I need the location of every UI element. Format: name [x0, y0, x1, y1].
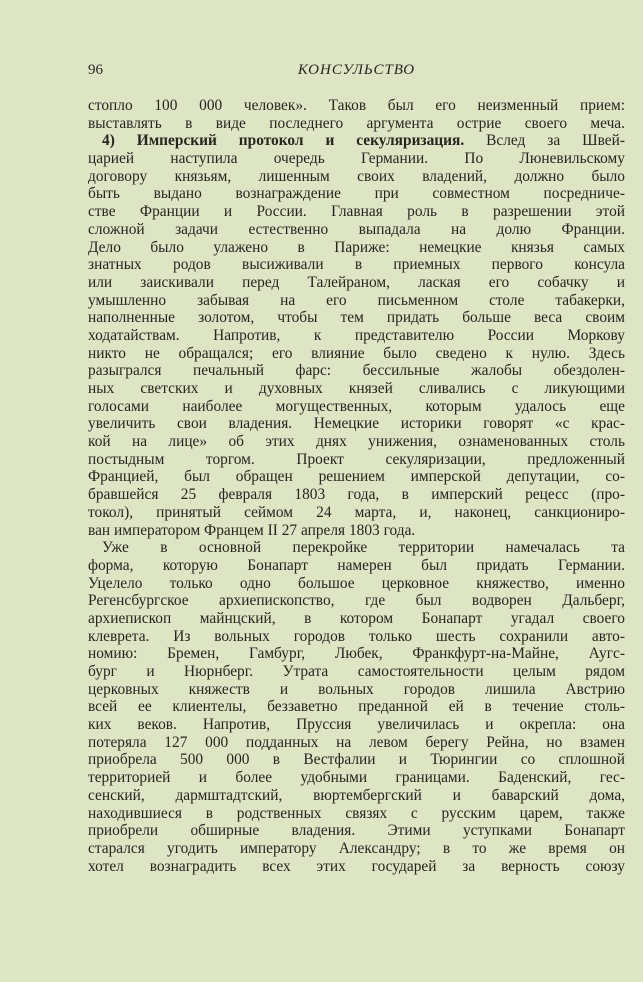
line-text: Регенсбургское архиепископство, где был водворен Дальберг, [88, 592, 625, 610]
text-line [88, 539, 625, 557]
text-line [88, 716, 625, 734]
text-line [88, 734, 625, 752]
text-line [88, 380, 625, 398]
line-text: никто не обращался; его влияние было сведено к нулю. Здесь [88, 344, 625, 362]
line-text: старался угодить императору Александру; в то же время он [88, 839, 625, 857]
text-line [88, 504, 625, 522]
text-line [88, 292, 625, 310]
line-text: кой на лице» об этих днях унижения, ознаменованных столь [88, 433, 625, 451]
line-text: сложной задачи естественно выпадала на долю Франции. [88, 220, 625, 238]
line-text: умышленно забывая на его письменном столе табакерки, [88, 291, 625, 309]
line-text: сенский, дармштадтский, вюртембергский и баварский дома, [88, 786, 625, 804]
line-text: бург и Нюрнберг. Утрата самостоятельности целым рядом [88, 663, 625, 680]
text-line [88, 822, 625, 840]
text-line [88, 362, 625, 380]
text-line [88, 698, 625, 716]
text-line [88, 628, 625, 646]
text-line [88, 239, 625, 257]
line-text: ван императором Францем II 27 апреля 1803 года. [88, 521, 416, 539]
text-line [88, 557, 625, 575]
text-line [88, 769, 625, 787]
text-line [88, 840, 625, 858]
text-line [88, 345, 625, 363]
line-text: потеряла 127 000 подданных на левом берегу Рейна, но взамен [88, 733, 625, 751]
section-heading: 4) Имперский протокол и секуляризация. [102, 132, 465, 150]
text-line [88, 645, 625, 663]
line-text: увеличить свои владения. Немецкие историки говорят «с крас- [88, 415, 625, 433]
line-text: Дело было улажено в Париже: немецкие князья самых [88, 238, 625, 256]
line-text: приобрели обширные владения. Этими уступками Бонапарт [88, 822, 625, 840]
text-line [88, 221, 625, 239]
text-line [88, 787, 625, 805]
line-text: ходатайствам. Напротив, к представителю России Моркову [88, 326, 625, 344]
text-line [88, 468, 625, 486]
line-text: территорией и более удобными границами. Баденский, гес- [88, 769, 625, 787]
text-line [88, 256, 625, 274]
text-line [88, 150, 625, 168]
page-number: 96 [88, 62, 103, 78]
text-line [88, 592, 625, 610]
line-text: всей ее клиентелы, беззаветно преданной ей в течение столь- [88, 698, 625, 716]
line-text: голосами наиболее могущественных, которым удалось еще [88, 397, 625, 415]
text-line [88, 681, 625, 699]
line-text: стопло 100 000 человек». Таков был его неизменный прием: [88, 97, 625, 114]
running-title: КОНСУЛЬСТВО [297, 62, 416, 78]
text-line [88, 132, 625, 150]
line-text: форма, которую Бонапарт намерен был придать Германии. [88, 556, 625, 574]
line-text: стве Франции и России. Главная роль в разрешении этой [88, 203, 625, 221]
line-text: ных светских и духовных князей сливались с ликующими [88, 380, 625, 397]
text-line [88, 115, 625, 133]
text-line [88, 805, 625, 823]
text-line [88, 522, 625, 540]
line-text: знатных родов высиживали в приемных первого консула [88, 256, 625, 274]
text-line [88, 610, 625, 628]
text-line [88, 309, 625, 327]
line-text: архиепископ майнцский, в котором Бонапарт угадал своего [88, 609, 625, 627]
text-line [88, 274, 625, 292]
body-text [88, 97, 625, 875]
line-text: постыдным торгом. Проект секуляризации, предложенный [88, 450, 625, 468]
text-line [88, 327, 625, 345]
line-text: выставлять в виде последнего аргумента острие своего меча. [88, 114, 625, 132]
line-text: или заискивали перед Талейраном, лаская его собачку и [88, 273, 625, 291]
line-text: Францией, был обращен решением имперской депутации, со- [88, 468, 625, 486]
text-line [88, 575, 625, 593]
line-text: договору князьям, лишенным своих владений, должно было [88, 167, 625, 185]
page-header [88, 62, 625, 84]
text-line [88, 398, 625, 416]
line-text: царией наступила очередь Германии. По Люневильскому [88, 150, 625, 168]
text-line [88, 751, 625, 769]
line-text: наполненные золотом, чтобы тем придать больше веса своим [88, 309, 625, 327]
line-text: приобрела 500 000 в Вестфалии и Тюрингии со сплошной [88, 751, 625, 769]
line-text: клеврета. Из вольных городов только шесть сохранили авто- [88, 627, 625, 645]
text-line [88, 858, 625, 876]
line-text: ких веков. Напротив, Пруссия увеличилась и окрепла: она [88, 716, 625, 734]
text-line [88, 168, 625, 186]
line-text: быть выдано вознаграждение при совместном посредниче- [88, 185, 625, 203]
line-text: хотел вознаградить всех этих государей за верность союзу [88, 857, 625, 875]
text-line [88, 185, 625, 203]
text-line [88, 415, 625, 433]
line-text: бравшейся 25 февраля 1803 года, в имперский рецесс (про- [88, 486, 625, 504]
text-line [88, 97, 625, 115]
line-text: Вслед за Швей- [464, 132, 625, 150]
text-line [88, 203, 625, 221]
line-text: токол), принятый сеймом 24 марта, и, наконец, санкциониро- [88, 503, 625, 521]
text-line [88, 433, 625, 451]
line-text: находившиеся в родственных связях с русским царем, также [88, 804, 625, 822]
line-text: Уцелело только одно большое церковное княжество, именно [88, 574, 625, 592]
line-text: церковных княжеств и вольных городов лишила Австрию [88, 680, 625, 698]
line-text: номию: Бремен, Гамбург, Любек, Франкфурт-на-Майне, Аугс- [88, 645, 625, 663]
text-line [88, 486, 625, 504]
line-text: разыгрался печальный фарс: бессильные жалобы обездолен- [88, 362, 625, 380]
text-line [88, 451, 625, 469]
text-line [88, 663, 625, 681]
line-text: Уже в основной перекройке территории намечалась та [102, 539, 625, 557]
